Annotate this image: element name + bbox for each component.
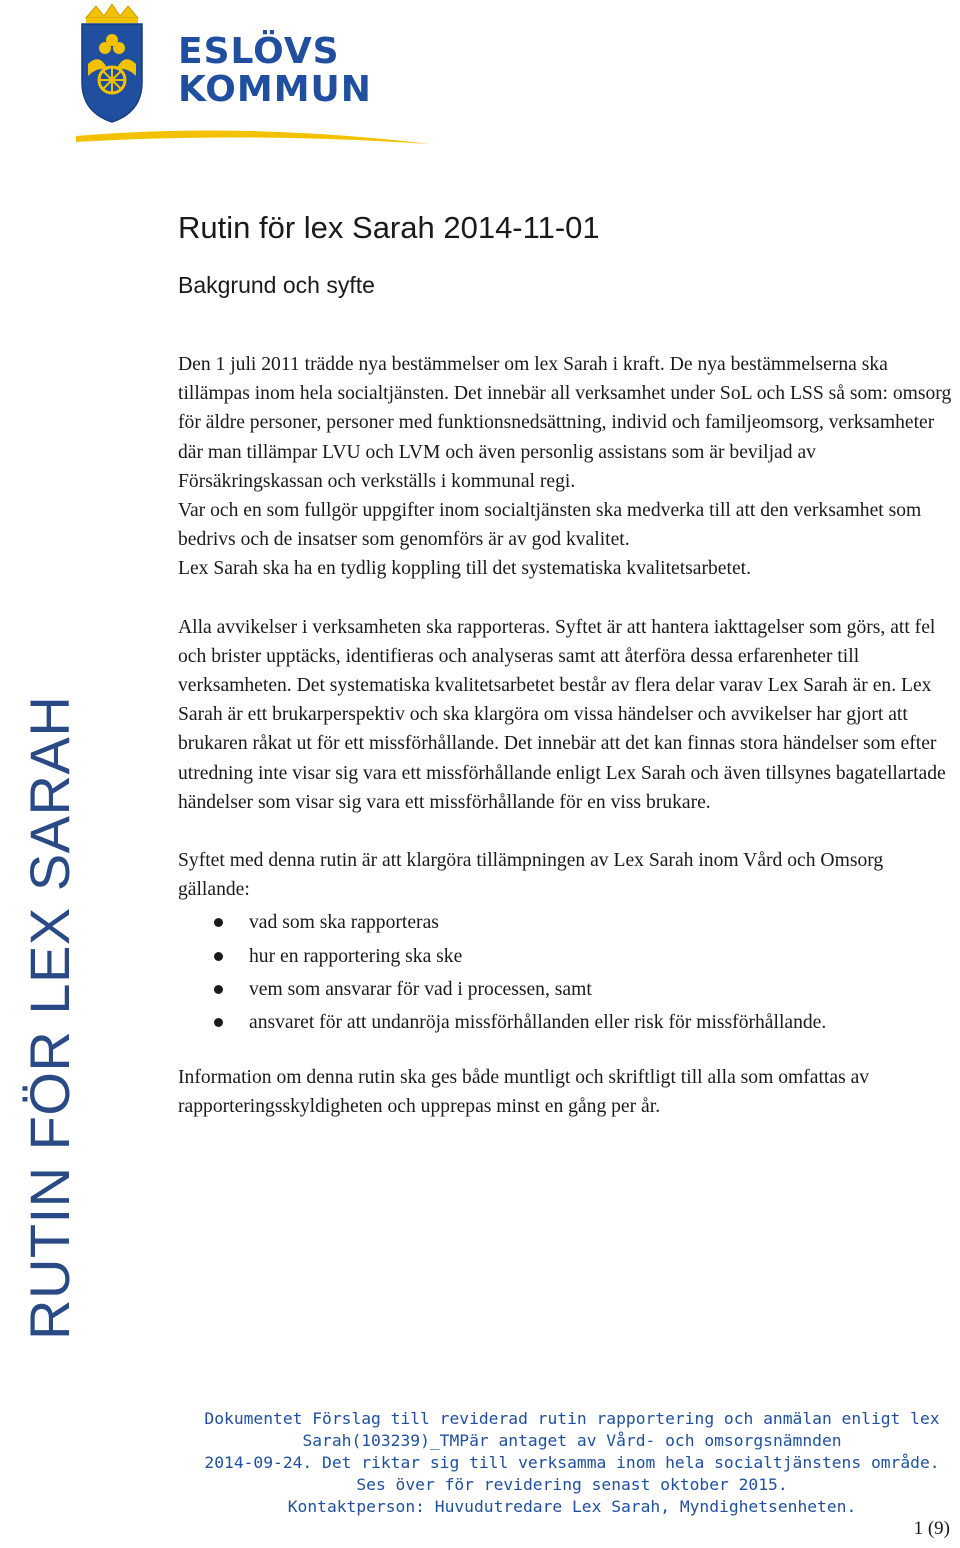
bullet-list xyxy=(178,908,958,1037)
page-number: 1 (9) xyxy=(913,1518,950,1539)
document-body xyxy=(178,350,958,1122)
footer-line: Dokumentet Förslag till reviderad rutin rapportering och anmälan enligt lex xyxy=(204,1409,940,1428)
bullet-icon xyxy=(214,918,223,927)
paragraph: Var och en som fullgör uppgifter inom socialtjänsten ska medverka till att den verksamhet som bedrivs och de insatser som genomförs är av god kvalitet. xyxy=(178,500,922,551)
side-title: RUTIN FÖR LEX SARAH xyxy=(18,695,81,1340)
list-item xyxy=(178,908,958,937)
org-name-line2: KOMMUN xyxy=(178,69,372,110)
list-item-text: vad som ska rapporteras xyxy=(249,912,439,934)
paragraph: Lex Sarah ska ha en tydlig koppling till det systematiska kvalitetsarbetet. xyxy=(178,558,751,580)
footer-line: Kontaktperson: Huvudutredare Lex Sarah, Myndighetsenheten. xyxy=(287,1497,857,1516)
section-heading: Bakgrund och syfte xyxy=(178,272,375,298)
paragraph: Den 1 juli 2011 trädde nya bestämmelser om lex Sarah i kraft. De nya bestämmelserna ska tillämpas inom hela socialtjänsten. Det innebär all verksamhet under SoL och LSS så som: omsorg för äldre personer, personer med funktionsnedsättning, individ och familjeomsorg, verksamheter där man tillämpar LVU och LVM och även personlig assistans som är beviljad av Försäkringskassan och verkställs i kommunal regi. xyxy=(178,354,952,492)
paragraph: Syftet med denna rutin är att klargöra tillämpningen av Lex Sarah inom Vård och Omsorg gällande: xyxy=(178,850,884,901)
page-title: Rutin för lex Sarah 2014-11-01 xyxy=(178,210,600,245)
document-footer xyxy=(204,1408,940,1518)
list-item xyxy=(178,942,958,971)
footer-line: Sarah(103239)_TMPär antaget av Vård- och omsorgsnämnden xyxy=(302,1431,842,1450)
closing-paragraph: Information om denna rutin ska ges både muntligt och skriftligt till alla som omfattas av rapporteringsskyldigheten och upprepas minst en gång per år. xyxy=(178,1067,870,1118)
list-item xyxy=(178,1008,958,1037)
bullet-icon xyxy=(214,1018,223,1027)
bullet-icon xyxy=(214,952,223,961)
list-item-text: vem som ansvarar för vad i processen, samt xyxy=(249,978,592,1000)
footer-line: Ses över för revidering senast oktober 2015. xyxy=(356,1475,788,1494)
list-item xyxy=(178,975,958,1004)
paragraph: Alla avvikelser i verksamheten ska rapporteras. Syftet är att hantera iakttagelser som görs, att fel och brister upptäcks, identifieras och analyseras samt att återföra dessa erfarenheter till verksamheten. Det systematiska kvalitetsarbetet består av flera delar varav Lex Sarah är en. Lex Sarah är ett brukarperspektiv och ska klargöra om vissa händelser och avvikelser har gjort att brukaren råkat ut för ett missförhållande. Det innebär att det kan finnas stora händelser som efter utredning inte visar sig vara ett missförhållande enligt Lex Sarah och även tillsynes bagatellartade händelser som visar sig vara ett missförhållande för en viss brukare. xyxy=(178,616,946,813)
footer-line: 2014-09-24. Det riktar sig till verksamma inom hela socialtjänstens område. xyxy=(204,1453,940,1472)
list-item-text: ansvaret för att undanröja missförhållanden eller risk för missförhållande. xyxy=(249,1012,827,1034)
list-item-text: hur en rapportering ska ske xyxy=(249,945,463,967)
bullet-icon xyxy=(214,985,223,994)
org-name-line1: ESLÖVS xyxy=(178,31,340,72)
